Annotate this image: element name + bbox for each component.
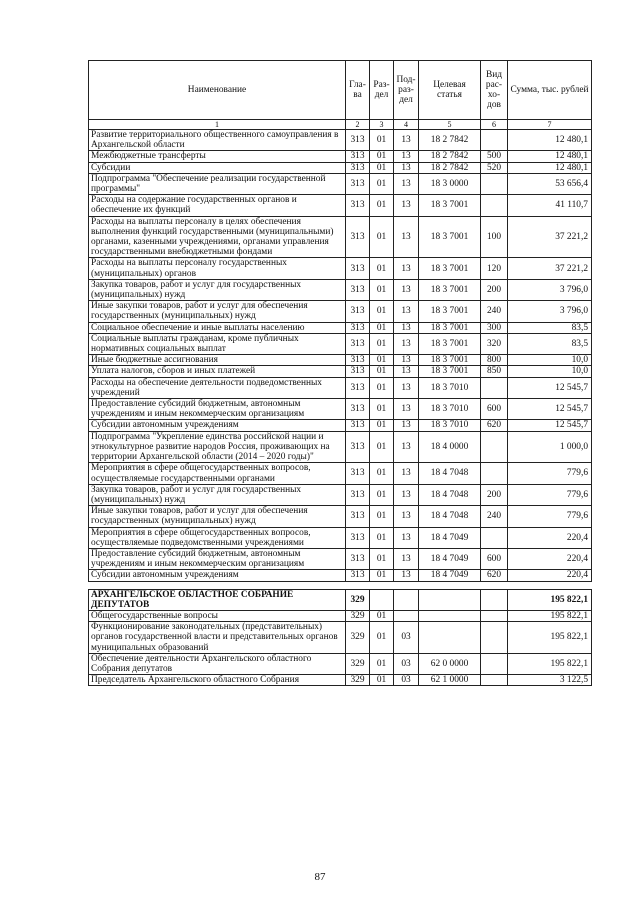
- cell-expense-type: 850: [481, 366, 508, 377]
- cell-podrazdel: 13: [394, 420, 419, 431]
- cell-podrazdel: 13: [394, 130, 419, 151]
- cell-name: Расходы на содержание государственных органов и обеспечение их функций: [89, 195, 346, 216]
- cell-podrazdel: 03: [394, 653, 419, 674]
- cell-glava: 313: [346, 216, 370, 258]
- cell-sum: 12 480,1: [508, 151, 592, 162]
- cell-glava: 313: [346, 506, 370, 527]
- cell-glava: 313: [346, 301, 370, 322]
- budget-table: [88, 60, 592, 686]
- cell-sum: 12 480,1: [508, 130, 592, 151]
- table-row: [89, 377, 592, 398]
- cell-glava: 313: [346, 195, 370, 216]
- cell-podrazdel: 13: [394, 258, 419, 279]
- cell-expense-type: 240: [481, 506, 508, 527]
- cell-podrazdel: 13: [394, 506, 419, 527]
- cell-expense-type: [481, 675, 508, 686]
- cell-target-article: 18 3 7001: [419, 301, 481, 322]
- cell-expense-type: 100: [481, 216, 508, 258]
- cell-sum: 220,4: [508, 570, 592, 581]
- col-number: 5: [419, 120, 481, 130]
- cell-target-article: 18 3 7001: [419, 333, 481, 354]
- cell-expense-type: [481, 377, 508, 398]
- table-row: [89, 301, 592, 322]
- cell-glava: 313: [346, 162, 370, 173]
- cell-glava: 329: [346, 589, 370, 610]
- cell-razdel: 01: [370, 675, 394, 686]
- cell-expense-type: [481, 589, 508, 610]
- col-number: 4: [394, 120, 419, 130]
- cell-expense-type: 120: [481, 258, 508, 279]
- cell-name: Функционирование законодательных (представительных) органов государственной власти и представительных органов муниципальных образований: [89, 622, 346, 654]
- cell-name: Предоставление субсидий бюджетным, автономным учреждениям и иным некоммерческим организациям: [89, 399, 346, 420]
- cell-glava: 313: [346, 355, 370, 366]
- cell-target-article: 18 3 7010: [419, 377, 481, 398]
- cell-podrazdel: 13: [394, 216, 419, 258]
- cell-target-article: 18 3 7001: [419, 195, 481, 216]
- cell-razdel: 01: [370, 377, 394, 398]
- cell-name: Обеспечение деятельности Архангельского областного Собрания депутатов: [89, 653, 346, 674]
- cell-razdel: 01: [370, 431, 394, 463]
- cell-expense-type: [481, 431, 508, 463]
- cell-sum: 779,6: [508, 506, 592, 527]
- cell-razdel: 01: [370, 653, 394, 674]
- cell-sum: 12 545,7: [508, 420, 592, 431]
- table-row: [89, 399, 592, 420]
- cell-name: Закупка товаров, работ и услуг для государственных (муниципальных) нужд: [89, 484, 346, 505]
- cell-target-article: 18 3 7010: [419, 399, 481, 420]
- cell-expense-type: 500: [481, 151, 508, 162]
- cell-razdel: 01: [370, 279, 394, 300]
- cell-expense-type: 300: [481, 322, 508, 333]
- cell-sum: 1 000,0: [508, 431, 592, 463]
- cell-expense-type: 600: [481, 548, 508, 569]
- table-row: [89, 431, 592, 463]
- cell-name: Предоставление субсидий бюджетным, автономным учреждениям и иным некоммерческим организациям: [89, 548, 346, 569]
- col-razdel-header: Раз-дел: [370, 61, 394, 120]
- cell-name: Развитие территориального общественного самоуправления в Архангельской области: [89, 130, 346, 151]
- cell-expense-type: 800: [481, 355, 508, 366]
- cell-target-article: 18 2 7842: [419, 130, 481, 151]
- cell-podrazdel: 13: [394, 162, 419, 173]
- cell-podrazdel: 13: [394, 548, 419, 569]
- col-number: 3: [370, 120, 394, 130]
- cell-sum: 83,5: [508, 333, 592, 354]
- cell-podrazdel: 13: [394, 399, 419, 420]
- cell-target-article: [419, 622, 481, 654]
- cell-target-article: 18 3 0000: [419, 173, 481, 194]
- table-row: [89, 333, 592, 354]
- cell-name: Мероприятия в сфере общегосударственных вопросов, осуществляемые подведомственными учреждениями: [89, 527, 346, 548]
- col-number: 1: [89, 120, 346, 130]
- cell-sum: 10,0: [508, 355, 592, 366]
- cell-expense-type: 620: [481, 570, 508, 581]
- table-row: [89, 548, 592, 569]
- cell-razdel: 01: [370, 420, 394, 431]
- cell-sum: 220,4: [508, 527, 592, 548]
- cell-target-article: 18 3 7001: [419, 279, 481, 300]
- cell-glava: 313: [346, 173, 370, 194]
- col-number: 2: [346, 120, 370, 130]
- cell-expense-type: [481, 610, 508, 621]
- cell-razdel: 01: [370, 399, 394, 420]
- cell-name: Расходы на выплаты персоналу в целях обеспечения выполнения функций государственными (муниципальными) органами, казенными учреждениями, органами управления государственными внебюджетными фондами: [89, 216, 346, 258]
- cell-name: Председатель Архангельского областного Собрания: [89, 675, 346, 686]
- table-row: [89, 463, 592, 484]
- cell-expense-type: 200: [481, 484, 508, 505]
- cell-sum: 53 656,4: [508, 173, 592, 194]
- cell-name: АРХАНГЕЛЬСКОЕ ОБЛАСТНОЕ СОБРАНИЕ ДЕПУТАТОВ: [89, 589, 346, 610]
- cell-sum: 779,6: [508, 463, 592, 484]
- cell-razdel: 01: [370, 162, 394, 173]
- table-row: [89, 622, 592, 654]
- cell-name: Субсидии автономным учреждениям: [89, 570, 346, 581]
- cell-target-article: 18 4 7048: [419, 506, 481, 527]
- cell-target-article: 18 4 0000: [419, 431, 481, 463]
- table-row: [89, 130, 592, 151]
- cell-name: Иные закупки товаров, работ и услуг для обеспечения государственных (муниципальных) нужд: [89, 301, 346, 322]
- cell-target-article: 62 0 0000: [419, 653, 481, 674]
- section-spacer-row: [89, 581, 592, 589]
- table-row: [89, 506, 592, 527]
- table-row: [89, 151, 592, 162]
- col-sum-header: Сумма, тыс. рублей: [508, 61, 592, 120]
- cell-glava: 313: [346, 484, 370, 505]
- col-glava-header: Гла-ва: [346, 61, 370, 120]
- cell-glava: 313: [346, 279, 370, 300]
- table-row: [89, 675, 592, 686]
- cell-razdel: 01: [370, 195, 394, 216]
- cell-name: Общегосударственные вопросы: [89, 610, 346, 621]
- cell-podrazdel: 13: [394, 527, 419, 548]
- cell-target-article: 18 2 7842: [419, 151, 481, 162]
- cell-sum: 12 545,7: [508, 377, 592, 398]
- cell-razdel: 01: [370, 463, 394, 484]
- cell-sum: 10,0: [508, 366, 592, 377]
- cell-name: Закупка товаров, работ и услуг для государственных (муниципальных) нужд: [89, 279, 346, 300]
- column-number-row: [89, 120, 592, 130]
- cell-sum: 779,6: [508, 484, 592, 505]
- table-row: [89, 279, 592, 300]
- cell-target-article: 18 4 7049: [419, 548, 481, 569]
- cell-razdel: 01: [370, 506, 394, 527]
- cell-expense-type: 320: [481, 333, 508, 354]
- cell-glava: 313: [346, 420, 370, 431]
- cell-glava: 313: [346, 333, 370, 354]
- cell-glava: 313: [346, 527, 370, 548]
- cell-expense-type: [481, 463, 508, 484]
- cell-expense-type: [481, 130, 508, 151]
- table-row: [89, 173, 592, 194]
- table-row: [89, 527, 592, 548]
- cell-glava: 329: [346, 653, 370, 674]
- cell-glava: 329: [346, 610, 370, 621]
- col-vid-header: Вид рас-хо-дов: [481, 61, 508, 120]
- cell-razdel: 01: [370, 622, 394, 654]
- spacer-cell: [89, 581, 592, 589]
- cell-sum: 41 110,7: [508, 195, 592, 216]
- cell-name: Межбюджетные трансферты: [89, 151, 346, 162]
- table-row: [89, 195, 592, 216]
- cell-name: Уплата налогов, сборов и иных платежей: [89, 366, 346, 377]
- cell-sum: 220,4: [508, 548, 592, 569]
- cell-target-article: 18 3 7001: [419, 366, 481, 377]
- cell-glava: 313: [346, 463, 370, 484]
- cell-glava: 313: [346, 322, 370, 333]
- col-number: 6: [481, 120, 508, 130]
- cell-podrazdel: 13: [394, 151, 419, 162]
- cell-name: Мероприятия в сфере общегосударственных вопросов, осуществляемые государственными органами: [89, 463, 346, 484]
- cell-glava: 313: [346, 151, 370, 162]
- cell-sum: 37 221,2: [508, 216, 592, 258]
- cell-expense-type: [481, 622, 508, 654]
- cell-podrazdel: 13: [394, 355, 419, 366]
- cell-name: Подпрограмма "Обеспечение реализации государственной программы": [89, 173, 346, 194]
- table-row: [89, 653, 592, 674]
- cell-glava: 313: [346, 570, 370, 581]
- cell-razdel: 01: [370, 322, 394, 333]
- table-row: [89, 216, 592, 258]
- cell-expense-type: [481, 527, 508, 548]
- cell-name: Иные закупки товаров, работ и услуг для обеспечения государственных (муниципальных) нужд: [89, 506, 346, 527]
- col-number: 7: [508, 120, 592, 130]
- cell-expense-type: [481, 195, 508, 216]
- cell-podrazdel: 13: [394, 431, 419, 463]
- cell-expense-type: 240: [481, 301, 508, 322]
- cell-name: Расходы на выплаты персоналу государственных (муниципальных) органов: [89, 258, 346, 279]
- cell-glava: 329: [346, 622, 370, 654]
- cell-sum: 12 480,1: [508, 162, 592, 173]
- cell-razdel: 01: [370, 130, 394, 151]
- cell-target-article: 18 4 7049: [419, 527, 481, 548]
- col-name-header: Наименование: [89, 61, 346, 120]
- cell-target-article: 18 3 7001: [419, 355, 481, 366]
- cell-glava: 313: [346, 258, 370, 279]
- table-header-row: [89, 61, 592, 120]
- cell-name: Субсидии: [89, 162, 346, 173]
- cell-target-article: 62 1 0000: [419, 675, 481, 686]
- cell-podrazdel: 13: [394, 484, 419, 505]
- cell-sum: 83,5: [508, 322, 592, 333]
- cell-podrazdel: 13: [394, 301, 419, 322]
- cell-podrazdel: 13: [394, 322, 419, 333]
- cell-glava: 313: [346, 548, 370, 569]
- cell-podrazdel: 03: [394, 622, 419, 654]
- table-row: [89, 610, 592, 621]
- cell-podrazdel: 13: [394, 463, 419, 484]
- cell-sum: 195 822,1: [508, 610, 592, 621]
- cell-expense-type: [481, 173, 508, 194]
- cell-podrazdel: 13: [394, 377, 419, 398]
- cell-name: Подпрограмма "Укрепление единства российской нации и этнокультурное развитие народов Россия, проживающих на территории Архангельской области (2014 – 2020 годы)": [89, 431, 346, 463]
- cell-sum: 195 822,1: [508, 589, 592, 610]
- cell-target-article: 18 3 7010: [419, 420, 481, 431]
- cell-razdel: 01: [370, 548, 394, 569]
- cell-glava: 313: [346, 431, 370, 463]
- cell-target-article: 18 2 7842: [419, 162, 481, 173]
- cell-name: Социальное обеспечение и иные выплаты населению: [89, 322, 346, 333]
- col-podrazdel-header: Под-раз-дел: [394, 61, 419, 120]
- cell-razdel: 01: [370, 173, 394, 194]
- table-row: [89, 162, 592, 173]
- cell-razdel: 01: [370, 258, 394, 279]
- cell-sum: 3 796,0: [508, 301, 592, 322]
- table-row: [89, 322, 592, 333]
- cell-razdel: 01: [370, 333, 394, 354]
- cell-glava: 313: [346, 377, 370, 398]
- cell-sum: 37 221,2: [508, 258, 592, 279]
- cell-razdel: 01: [370, 484, 394, 505]
- cell-target-article: 18 3 7001: [419, 216, 481, 258]
- table-row: [89, 420, 592, 431]
- cell-sum: 3 122,5: [508, 675, 592, 686]
- cell-expense-type: 520: [481, 162, 508, 173]
- cell-razdel: 01: [370, 355, 394, 366]
- cell-target-article: 18 4 7048: [419, 463, 481, 484]
- cell-razdel: 01: [370, 610, 394, 621]
- cell-razdel: 01: [370, 366, 394, 377]
- cell-name: Иные бюджетные ассигнования: [89, 355, 346, 366]
- cell-expense-type: 600: [481, 399, 508, 420]
- table-row: [89, 258, 592, 279]
- cell-name: Расходы на обеспечение деятельности подведомственных учреждений: [89, 377, 346, 398]
- cell-sum: 3 796,0: [508, 279, 592, 300]
- cell-podrazdel: 13: [394, 366, 419, 377]
- cell-razdel: 01: [370, 151, 394, 162]
- cell-expense-type: 620: [481, 420, 508, 431]
- cell-razdel: 01: [370, 216, 394, 258]
- cell-expense-type: [481, 653, 508, 674]
- cell-razdel: 01: [370, 527, 394, 548]
- cell-razdel: 01: [370, 570, 394, 581]
- table-body: [89, 130, 592, 686]
- cell-glava: 329: [346, 675, 370, 686]
- col-target-header: Целевая статья: [419, 61, 481, 120]
- cell-podrazdel: 13: [394, 195, 419, 216]
- cell-razdel: 01: [370, 301, 394, 322]
- cell-podrazdel: 13: [394, 279, 419, 300]
- cell-podrazdel: 13: [394, 570, 419, 581]
- table-row: [89, 589, 592, 610]
- cell-target-article: [419, 610, 481, 621]
- cell-target-article: 18 3 7001: [419, 322, 481, 333]
- cell-name: Социальные выплаты гражданам, кроме публичных нормативных социальных выплат: [89, 333, 346, 354]
- cell-podrazdel: [394, 589, 419, 610]
- cell-target-article: 18 4 7048: [419, 484, 481, 505]
- cell-glava: 313: [346, 130, 370, 151]
- table-row: [89, 570, 592, 581]
- cell-target-article: 18 3 7001: [419, 258, 481, 279]
- cell-glava: 313: [346, 399, 370, 420]
- cell-razdel: [370, 589, 394, 610]
- table-row: [89, 355, 592, 366]
- cell-target-article: 18 4 7049: [419, 570, 481, 581]
- cell-name: Субсидии автономным учреждениям: [89, 420, 346, 431]
- cell-sum: 195 822,1: [508, 622, 592, 654]
- cell-podrazdel: 13: [394, 173, 419, 194]
- cell-glava: 313: [346, 366, 370, 377]
- table-row: [89, 366, 592, 377]
- page-number: 87: [314, 871, 326, 883]
- cell-podrazdel: 13: [394, 333, 419, 354]
- cell-sum: 12 545,7: [508, 399, 592, 420]
- cell-sum: 195 822,1: [508, 653, 592, 674]
- table-row: [89, 484, 592, 505]
- cell-podrazdel: [394, 610, 419, 621]
- cell-target-article: [419, 589, 481, 610]
- cell-expense-type: 200: [481, 279, 508, 300]
- cell-podrazdel: 03: [394, 675, 419, 686]
